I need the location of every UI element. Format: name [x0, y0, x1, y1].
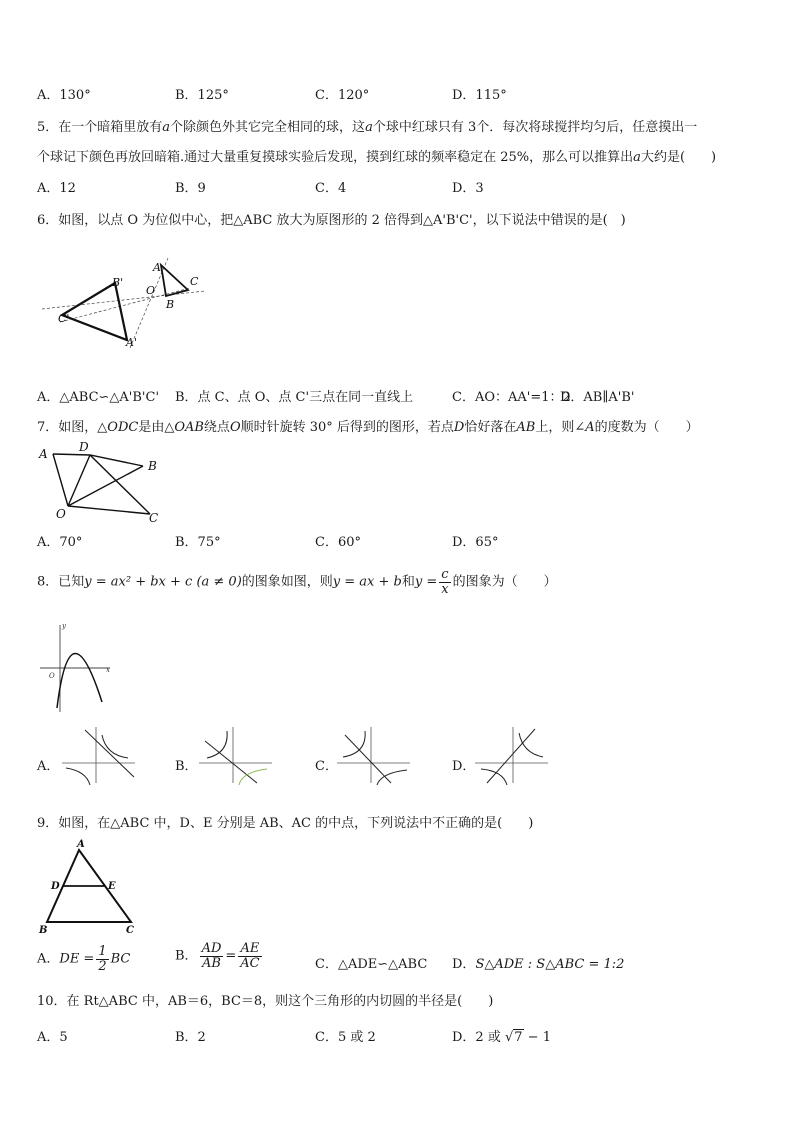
q8-option-c: C．	[315, 759, 338, 774]
q8-option-b: B．	[175, 759, 198, 774]
q10-stem: 10．在 Rt△ABC 中，AB＝6，BC＝8，则这个三角形的内切圆的半径是( )	[37, 994, 494, 1009]
q10-option-d: D．2 或 √7 − 1	[452, 1030, 551, 1045]
q8-option-a-graph	[60, 725, 140, 785]
q9-label-B: B	[39, 925, 48, 936]
q6-homothety-figure	[40, 260, 220, 360]
q8-option-c-graph	[335, 725, 415, 785]
q8-linear: y = ax + b	[332, 574, 402, 590]
q8-option-d-graph	[473, 725, 553, 785]
q8-x-label: x	[106, 666, 110, 674]
q9-label-A: A	[77, 839, 85, 850]
q7-label-O: O	[56, 507, 66, 521]
q8-option-a: A．	[37, 759, 60, 774]
q7-label-D: D	[79, 440, 89, 454]
q9-option-b: B． $\frac{AD}{AB}$ = $\frac{AE}{AC}$	[175, 941, 260, 971]
q6-stem: 6．如图，以点 O 为位似中心，把△ABC 放大为原图形的 2 倍得到△A'B'C'，以下说法中错误的是( )	[37, 213, 626, 228]
q7-option-c: C．60°	[315, 535, 361, 550]
q7-label-C: C	[149, 511, 159, 525]
q9-option-c: C．△ADE∽△ABC	[315, 957, 428, 972]
q9-label-E: E	[108, 881, 116, 892]
q8-reciprocal-fraction: $\frac{c}{x}$	[441, 567, 449, 597]
q5-option-a: A．12	[37, 181, 76, 196]
q7-option-b: B．75°	[175, 535, 221, 550]
q6-label-A1: A'	[126, 336, 137, 349]
q6-option-b: B．点 C、点 O、点 C'三点在同一直线上	[175, 390, 414, 405]
q8-option-b-graph	[197, 725, 277, 785]
q8-quadratic: y = ax² + bx + c (a ≠ 0)	[84, 574, 242, 590]
q4-option-b: B．125°	[175, 88, 229, 103]
q5-stem-line2: 个球记下颜色再放回暗箱.通过大量重复摸球实验后发现，摸到红球的频率稳定在 25%，那么可以推算出a大约是( )	[37, 150, 717, 165]
q10-option-a: A．5	[37, 1030, 68, 1045]
q10-sqrt-radicand: 7	[514, 1030, 523, 1045]
q8-origin-label: O	[49, 672, 55, 680]
q10-option-c: C．5 或 2	[315, 1030, 376, 1045]
q5-option-c: C．4	[315, 181, 347, 196]
q10-option-b: B．2	[175, 1030, 206, 1045]
q8-stem: 8．已知y = ax² + bx + c (a ≠ 0)的图象如图，则y = ax + b和y = $\frac{c}{x}$ 的图象为（ ）	[37, 567, 557, 597]
q5-option-d: D．3	[452, 181, 484, 196]
q5-stem-line1: 5．在一个暗箱里放有a个除颜色外其它完全相同的球，这a个球中红球只有 3个．每次将球搅拌均匀后，任意摸出一	[37, 120, 698, 135]
q4-option-c: C．120°	[315, 88, 370, 103]
q4-option-d: D．115°	[452, 88, 507, 103]
q6-option-a: A．△ABC∽△A'B'C'	[37, 390, 160, 405]
q9-option-d: D．S△ADE : S△ABC = 1:2	[452, 957, 625, 972]
q9-option-a: A．DE = $\frac{1}{2}$ BC	[37, 944, 131, 974]
q6-label-O: O	[146, 284, 156, 297]
q8-y-label: y	[62, 622, 66, 630]
q5-option-b: B．9	[175, 181, 206, 196]
q8-option-d: D．	[452, 759, 476, 774]
q4-option-a: A．130°	[37, 88, 91, 103]
q7-label-B: B	[148, 459, 157, 473]
q7-option-a: A．70°	[37, 535, 83, 550]
q6-label-B1: B'	[112, 276, 124, 289]
q9-label-C: C	[126, 925, 134, 936]
q6-option-d: D．AB∥A'B'	[560, 390, 635, 405]
q7-stem: 7．如图，△ODC是由△OAB绕点O顺时针旋转 30° 后得到的图形，若点D恰好落在AB上，则∠A的度数为（ ）	[37, 420, 699, 435]
q6-option-c: C．AO：AA'=1：2	[452, 390, 571, 405]
q7-option-d: D．65°	[452, 535, 499, 550]
q9-triangle-figure	[36, 838, 146, 938]
q6-label-B: B	[166, 298, 175, 311]
q6-label-C: C	[190, 275, 199, 288]
q9-label-D: D	[51, 881, 60, 892]
q6-label-A: A	[153, 261, 161, 274]
q7-label-A: A	[39, 447, 48, 461]
q9-stem: 9．如图，在△ABC 中，D、E 分别是 AB、AC 的中点，下列说法中不正确的是( )	[37, 816, 534, 831]
q8-parabola-graph	[40, 620, 120, 712]
q7-rotation-figure	[36, 440, 176, 525]
q6-label-C1: C'	[58, 312, 70, 325]
